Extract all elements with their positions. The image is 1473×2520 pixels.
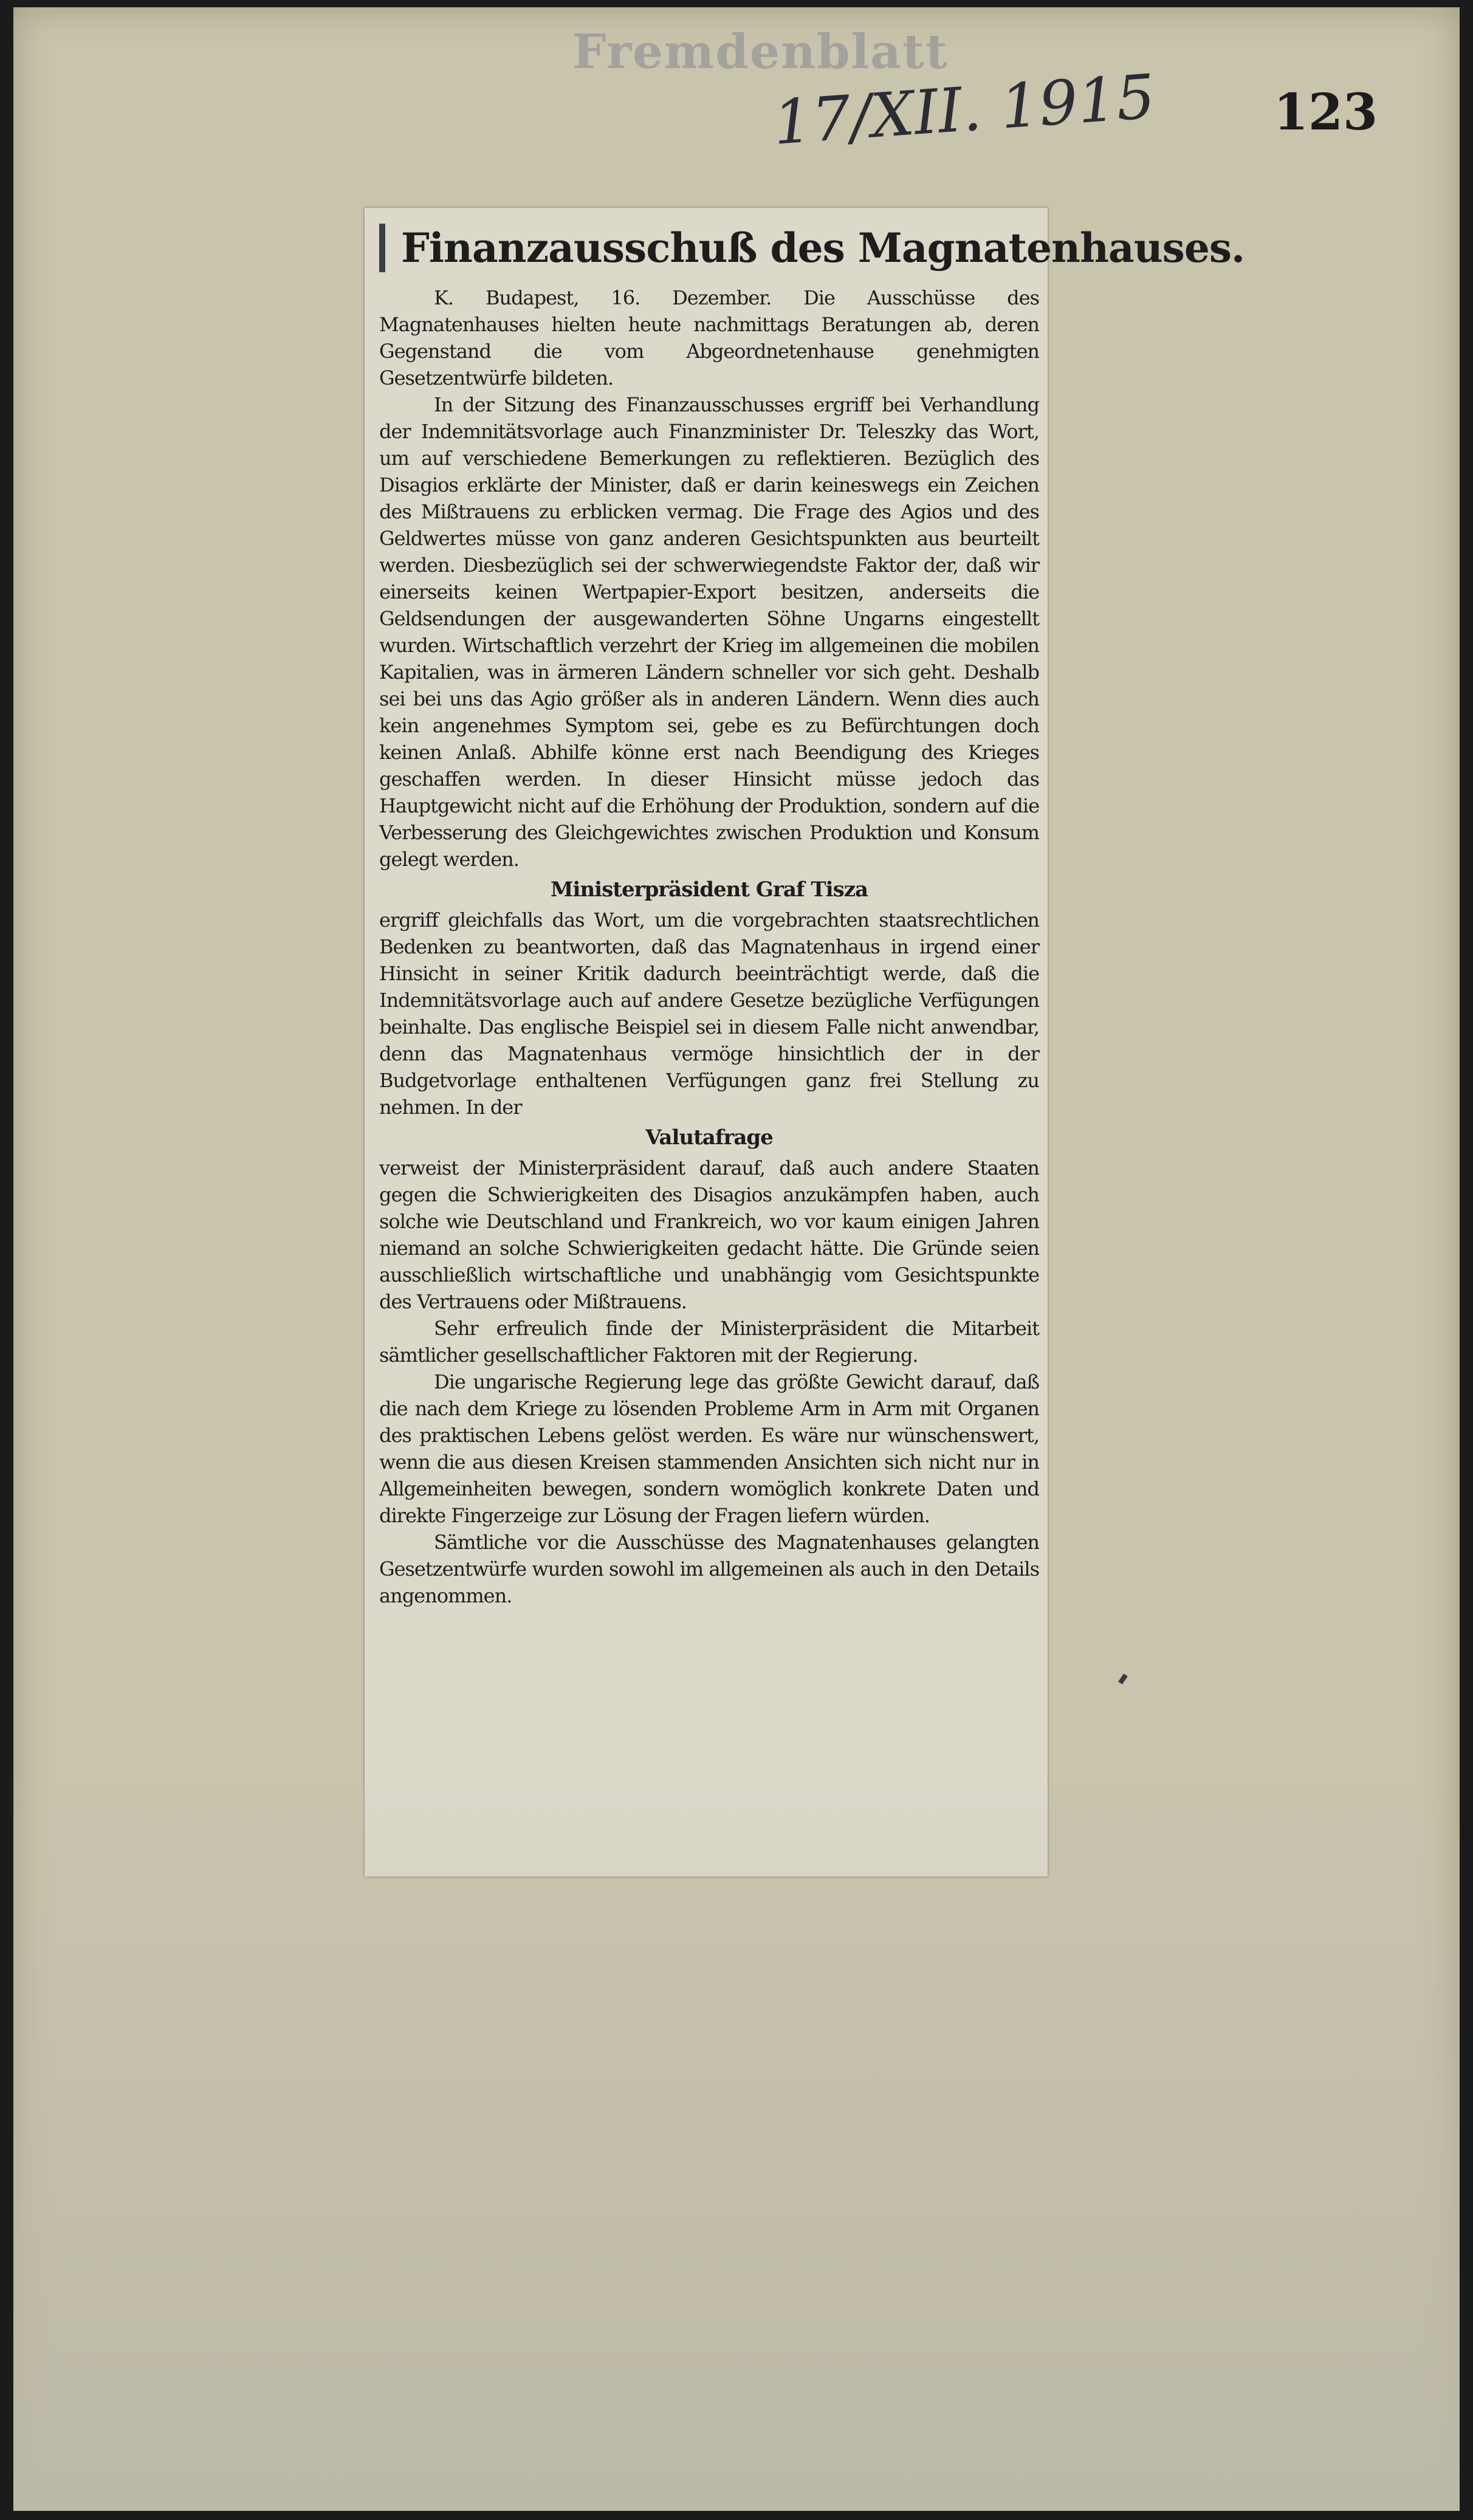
article-paragraph: verweist der Ministerpräsident darauf, daß auch andere Staaten gegen die Schwierigkeiten des Disagios anzukämpfen haben, auch solche wie Deutschland und Frankreich, wo vor kaum einigen Jahren niemand an solche Schwierigkeiten gedacht hätte. Die Gründe seien ausschließlich wirtschaftliche und unabhängig vom Gesichtspunkte des Vertrauens oder Mißtrauens. xyxy=(379,1156,1039,1313)
archive-page xyxy=(13,7,1460,2511)
newspaper-clipping xyxy=(365,208,1245,1876)
newspaper-stamp: Fremdenblatt xyxy=(572,24,949,80)
article-paragraph: Die ungarische Regierung lege das größte Gewicht darauf, daß die nach dem Kriege zu lösenden Probleme Arm in Arm mit Organen des praktischen Lebens gelöst werden. Es wäre nur wünschenswert, wenn die aus diesen Kreisen stammenden Ansichten sich nicht nur in Allgemeinheiten bewegen, sondern womöglich konkrete Daten und direkte Fingerzeige zur Lösung der Fragen liefern würden. xyxy=(379,1370,1039,1527)
article-paragraph: In der Sitzung des Finanzausschusses ergriff bei Verhandlung der Indemnitätsvorlage auch Finanzminister Dr. Teleszky das Wort, um auf verschiedene Bemerkungen zu reflektieren. Bezüglich des Disagios erklärte der Minister, daß er darin keineswegs ein Zeichen des Mißtrauens zu erblicken vermag. Die Frage des Agios und des Geldwertes müsse von ganz anderen Gesichtspunkten aus beurteilt werden. Diesbezüglich sei der schwerwiegendste Faktor der, daß wir einerseits keinen Wertpapier-Export besitzen, anderseits die Geldsendungen der ausgewanderten Söhne Ungarns eingestellt wurden. Wirtschaftlich verzehrt der Krieg im allgemeinen die mobilen Kapitalien, was in ärmeren Ländern schneller vor sich geht. Deshalb sei bei uns das Agio größer als in anderen Ländern. Wenn dies auch kein angenehmes Symptom sei, gebe es zu Befürchtungen doch keinen Anlaß. Abhilfe könne erst nach Beendigung des Krieges geschaffen werden. In dieser Hinsicht müsse jedoch das Hauptgewicht nicht auf die Erhöhung der Produktion, sondern auf die Verbesserung des Gleichgewichtes zwischen Produktion und Konsum gelegt werden. xyxy=(379,393,1039,871)
article-paragraph: Sehr erfreulich finde der Ministerpräsident die Mitarbeit sämtlicher gesellschaftlicher Faktoren mit der Regierung. xyxy=(379,1317,1039,1367)
article-paragraph: Sämtliche vor die Ausschüsse des Magnatenhauses gelangten Gesetzentwürfe wurden sowohl im allgemeinen als auch in den Details angenommen. xyxy=(379,1531,1039,1607)
article-title: Finanzausschuß des Magnatenhauses. xyxy=(379,224,1039,272)
ink-mark xyxy=(1118,1674,1128,1684)
article-body xyxy=(379,284,1039,1609)
handwritten-date: 17/XII. 1915 xyxy=(771,61,1158,159)
subheading: Ministerpräsident Graf Tisza xyxy=(550,877,868,902)
article-paragraph: ergriff gleichfalls das Wort, um die vorgebrachten staatsrechtlichen Bedenken zu beantworten, daß das Magnatenhaus in irgend einer Hinsicht in seiner Kritik dadurch beeinträchtigt werde, daß die Indemnitätsvorlage auch auf andere Gesetze bezügliche Verfügungen beinhalte. Das englische Beispiel sei in diesem Falle nicht anwendbar, denn das Magnatenhaus vermöge hinsichtlich der in der Budgetvorlage enthaltenen Verfügungen ganz frei Stellung zu nehmen. In der xyxy=(379,908,1039,1119)
folio-number: 123 xyxy=(1273,83,1378,142)
article-paragraph: K. Budapest, 16. Dezember. Die Ausschüsse des Magnatenhauses hielten heute nachmittags Beratungen ab, deren Gegenstand die vom Abgeordnetenhause genehmigten Gesetzentwürfe bildeten. xyxy=(379,286,1039,390)
subheading: Valutafrage xyxy=(645,1125,773,1150)
